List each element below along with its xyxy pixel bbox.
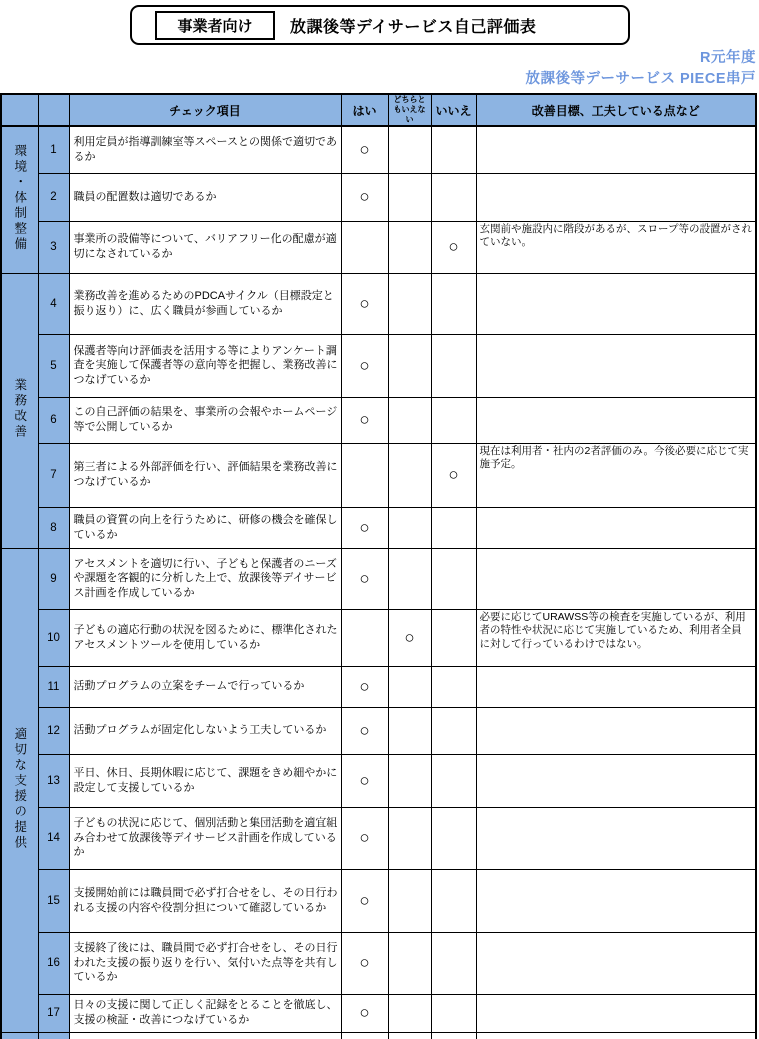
note-cell (476, 932, 756, 994)
circle-mark-yes: ○ (341, 397, 388, 443)
empty-cell (69, 1032, 341, 1039)
check-item-text: アセスメントを適切に行い、子どもと保護者のニーズや課題を客観的に分析した上で、放課後等デイサービス計画を作成しているか (69, 548, 341, 609)
table-header-row (1, 94, 756, 126)
answer-neither-cell (388, 126, 431, 173)
answer-no-cell (431, 754, 476, 807)
category-label: 環境・体制整備 (12, 144, 27, 253)
answer-neither-cell (388, 507, 431, 548)
table-row (1, 221, 756, 273)
table-row (1, 548, 756, 609)
answer-yes-cell (341, 443, 388, 507)
row-number: 15 (38, 869, 69, 932)
answer-no-cell (431, 507, 476, 548)
answer-no-cell (431, 707, 476, 754)
row-number: 13 (38, 754, 69, 807)
check-item-text: 保護者等向け評価表を活用する等によりアンケート調査を実施して保護者等の意向等を把握し、業務改善につなげているか (69, 334, 341, 397)
note-cell (476, 397, 756, 443)
note-cell (476, 807, 756, 869)
empty-cell (431, 1032, 476, 1039)
answer-no-cell (431, 126, 476, 173)
check-item-text: 利用定員が指導訓練室等スペースとの関係で適切であるか (69, 126, 341, 173)
row-number: 3 (38, 221, 69, 273)
answer-yes-cell (341, 221, 388, 273)
circle-mark-no: ○ (431, 221, 476, 273)
table-row (1, 609, 756, 666)
circle-mark-yes: ○ (341, 707, 388, 754)
table-row (1, 754, 756, 807)
row-number: 7 (38, 443, 69, 507)
answer-no-cell (431, 334, 476, 397)
check-item-text: 支援終了後には、職員間で必ず打合せをし、その日行われた支援の振り返りを行い、気付いた点等を共有しているか (69, 932, 341, 994)
table-row (1, 869, 756, 932)
answer-neither-cell (388, 443, 431, 507)
answer-neither-cell (388, 754, 431, 807)
header-notes: 改善目標、工夫している点など (476, 94, 756, 126)
table-row (1, 273, 756, 334)
answer-neither-cell (388, 932, 431, 994)
answer-no-cell (431, 994, 476, 1032)
circle-mark-yes: ○ (341, 126, 388, 173)
note-cell (476, 334, 756, 397)
answer-no-cell (431, 807, 476, 869)
answer-yes-cell (341, 609, 388, 666)
check-item-text: 第三者による外部評価を行い、評価結果を業務改善につなげているか (69, 443, 341, 507)
table-row (1, 126, 756, 173)
header-category (1, 94, 38, 126)
subtitle (525, 48, 756, 90)
title-box (130, 5, 630, 45)
check-item-text: 子どもの状況に応じて、個別活動と集団活動を適宜組み合わせて放課後等デイサービス計画を作成しているか (69, 807, 341, 869)
empty-cell (341, 1032, 388, 1039)
note-cell (476, 173, 756, 221)
check-item-text: 支援開始前には職員間で必ず打合せをし、その日行われる支援の内容や役割分担について確認しているか (69, 869, 341, 932)
check-item-text: 職員の配置数は適切であるか (69, 173, 341, 221)
fiscal-year-label: R元年度 (700, 50, 756, 66)
note-cell (476, 273, 756, 334)
table-row (1, 666, 756, 707)
table-row (1, 443, 756, 507)
circle-mark-yes: ○ (341, 173, 388, 221)
check-item-text: 職員の資質の向上を行うために、研修の機会を確保しているか (69, 507, 341, 548)
table-row (1, 507, 756, 548)
category-label: 適切な支援の提供 (12, 726, 27, 851)
category-cell (1, 548, 38, 1032)
note-cell (476, 126, 756, 173)
category-cell (1, 126, 38, 273)
table-row-partial (1, 1032, 756, 1039)
answer-neither-cell (388, 221, 431, 273)
answer-no-cell (431, 173, 476, 221)
circle-mark-yes: ○ (341, 666, 388, 707)
row-number: 8 (38, 507, 69, 548)
page-title: 放課後等デイサービス自己評価表 (290, 18, 537, 36)
note-cell (476, 869, 756, 932)
row-number: 6 (38, 397, 69, 443)
check-item-text: この自己評価の結果を、事業所の会報やホームページ等で公開しているか (69, 397, 341, 443)
row-number: 11 (38, 666, 69, 707)
check-item-text: 日々の支援に関して正しく記録をとることを徹底し、支援の検証・改善につなげているか (69, 994, 341, 1032)
answer-no-cell (431, 666, 476, 707)
title-badge: 事業者向け (155, 11, 275, 40)
answer-no-cell (431, 397, 476, 443)
evaluation-table (0, 93, 757, 1039)
check-item-text: 平日、休日、長期休暇に応じて、課題をきめ細やかに設定して支援しているか (69, 754, 341, 807)
circle-mark-yes: ○ (341, 869, 388, 932)
circle-mark-no: ○ (431, 443, 476, 507)
check-item-text: 活動プログラムの立案をチームで行っているか (69, 666, 341, 707)
header-no: いいえ (431, 94, 476, 126)
table-row (1, 173, 756, 221)
empty-cell (388, 1032, 431, 1039)
table-row (1, 994, 756, 1032)
circle-mark-yes: ○ (341, 273, 388, 334)
circle-mark-yes: ○ (341, 807, 388, 869)
answer-no-cell (431, 869, 476, 932)
answer-neither-cell (388, 173, 431, 221)
note-cell (476, 994, 756, 1032)
header-yes: はい (341, 94, 388, 126)
circle-mark-yes: ○ (341, 754, 388, 807)
category-label: 業務改善 (12, 378, 27, 440)
row-number: 17 (38, 994, 69, 1032)
answer-neither-cell (388, 273, 431, 334)
row-number: 14 (38, 807, 69, 869)
table-row (1, 334, 756, 397)
row-number: 12 (38, 707, 69, 754)
header-neither: どちらともいえない (388, 94, 431, 126)
answer-no-cell (431, 932, 476, 994)
row-number: 1 (38, 126, 69, 173)
answer-no-cell (431, 548, 476, 609)
row-number: 4 (38, 273, 69, 334)
note-cell (476, 666, 756, 707)
note-cell: 玄関前や施設内に階段があるが、スロープ等の設置がされていない。 (476, 221, 756, 273)
row-number: 16 (38, 932, 69, 994)
table-row (1, 707, 756, 754)
empty-blue-cell (1, 1032, 38, 1039)
facility-name-label: 放課後等デーサービス PIECE串戸 (525, 71, 756, 87)
note-cell (476, 707, 756, 754)
answer-neither-cell (388, 334, 431, 397)
row-number: 9 (38, 548, 69, 609)
answer-neither-cell (388, 548, 431, 609)
header-number (38, 94, 69, 126)
answer-neither-cell (388, 807, 431, 869)
circle-mark-yes: ○ (341, 334, 388, 397)
table-row (1, 932, 756, 994)
note-cell: 必要に応じてURAWSS等の検査を実施しているが、利用者の特性や状況に応じて実施しているため、利用者全員に対して行っているわけではない。 (476, 609, 756, 666)
circle-mark-yes: ○ (341, 932, 388, 994)
check-item-text: 事業所の設備等について、バリアフリー化の配慮が適切になされているか (69, 221, 341, 273)
row-number: 2 (38, 173, 69, 221)
row-number: 5 (38, 334, 69, 397)
answer-neither-cell (388, 869, 431, 932)
circle-mark-neither: ○ (388, 609, 431, 666)
empty-blue-cell (38, 1032, 69, 1039)
circle-mark-yes: ○ (341, 507, 388, 548)
note-cell (476, 507, 756, 548)
answer-neither-cell (388, 994, 431, 1032)
check-item-text: 業務改善を進めるためのPDCAサイクル（目標設定と振り返り）に、広く職員が参画しているか (69, 273, 341, 334)
note-cell: 現在は利用者・社内の2者評価のみ。今後必要に応じて実施予定。 (476, 443, 756, 507)
check-item-text: 活動プログラムが固定化しないよう工夫しているか (69, 707, 341, 754)
note-cell (476, 548, 756, 609)
answer-neither-cell (388, 397, 431, 443)
answer-no-cell (431, 609, 476, 666)
note-cell (476, 754, 756, 807)
table-row (1, 397, 756, 443)
header-check-item: チェック項目 (69, 94, 341, 126)
answer-no-cell (431, 273, 476, 334)
circle-mark-yes: ○ (341, 548, 388, 609)
category-cell (1, 273, 38, 548)
check-item-text: 子どもの適応行動の状況を図るために、標準化されたアセスメントツールを使用しているか (69, 609, 341, 666)
circle-mark-yes: ○ (341, 994, 388, 1032)
evaluation-table-body (1, 126, 756, 1039)
answer-neither-cell (388, 666, 431, 707)
table-row (1, 807, 756, 869)
row-number: 10 (38, 609, 69, 666)
answer-neither-cell (388, 707, 431, 754)
empty-cell (476, 1032, 756, 1039)
